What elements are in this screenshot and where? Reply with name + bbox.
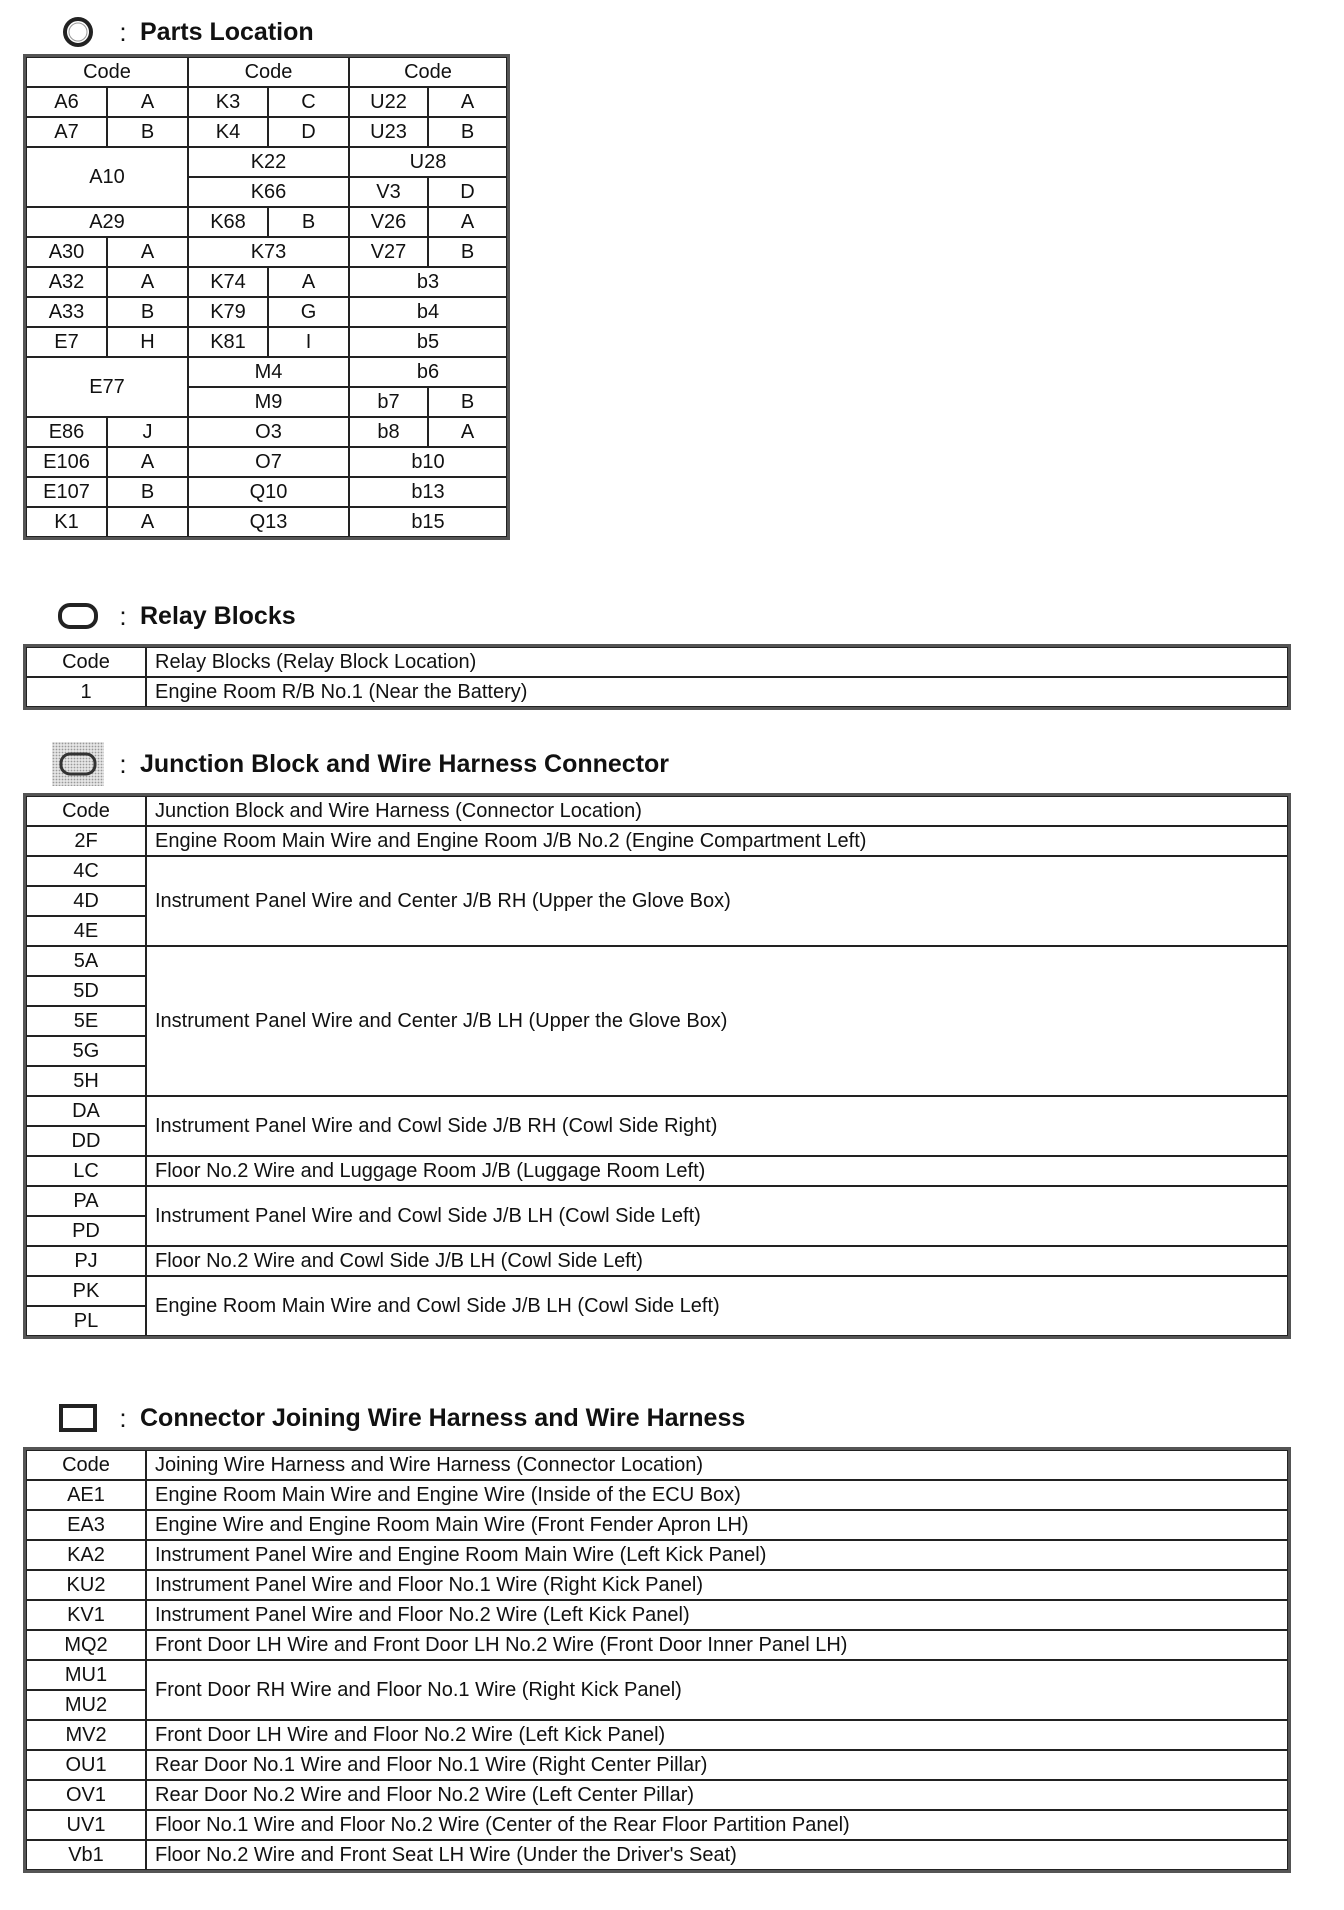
table-cell: b15 [349,507,507,537]
table-row [26,447,507,477]
code-cell: 4C [26,856,146,886]
table-row [26,267,507,297]
code-cell: Vb1 [26,1840,146,1870]
location-description-cell: Engine Room R/B No.1 (Near the Battery) [146,677,1288,707]
table-row [26,1630,1288,1660]
table-cell: A7 [26,117,107,147]
table-row [26,1540,1288,1570]
rounded-rect-symbol-icon [50,596,106,636]
location-description-cell: Instrument Panel Wire and Cowl Side J/B LH (Cowl Side Left) [146,1186,1288,1246]
table-cell: B [428,237,507,267]
code-cell: 4D [26,886,146,916]
table-cell: A [107,87,188,117]
table-cell: K73 [188,237,349,267]
table-row [26,507,507,537]
code-cell: LC [26,1156,146,1186]
table-row [26,1720,1288,1750]
relay-blocks-title: Relay Blocks [140,601,296,630]
table-row [26,1276,1288,1306]
relay-blocks-table [25,646,1289,708]
code-cell: PA [26,1186,146,1216]
table-row [26,1780,1288,1810]
table-cell: b8 [349,417,428,447]
table-cell: b3 [349,267,507,297]
column-header-code: Code [26,1450,146,1480]
table-row [26,856,1288,886]
table-header-row [26,1450,1288,1480]
code-cell: 5D [26,976,146,1006]
section-colon: : [119,600,127,631]
location-description-cell: Floor No.2 Wire and Front Seat LH Wire (Under the Driver's Seat) [146,1840,1288,1870]
code-cell: PL [26,1306,146,1336]
code-cell: EA3 [26,1510,146,1540]
junction-block-title: Junction Block and Wire Harness Connector [140,749,670,778]
table-row [26,417,507,447]
code-cell: MQ2 [26,1630,146,1660]
table-cell: B [428,387,507,417]
table-row [26,207,507,237]
table-cell: U23 [349,117,428,147]
table-cell: K22 [188,147,349,177]
code-cell: MU2 [26,1690,146,1720]
section-colon: : [119,16,127,47]
table-cell: M9 [188,387,349,417]
column-header-code: Code [26,796,146,826]
table-cell: U22 [349,87,428,117]
code-cell: AE1 [26,1480,146,1510]
table-row [26,1750,1288,1780]
column-header: Code [26,57,188,87]
code-cell: 1 [26,677,146,707]
table-row [26,237,507,267]
location-description-cell: Engine Room Main Wire and Engine Wire (Inside of the ECU Box) [146,1480,1288,1510]
square-symbol-icon [50,1398,106,1438]
code-cell: 2F [26,826,146,856]
table-header-row [26,647,1288,677]
parts-location-table [25,56,508,538]
location-description-cell: Engine Wire and Engine Room Main Wire (Front Fender Apron LH) [146,1510,1288,1540]
table-cell: A10 [26,147,188,207]
shaded-rounded-rect-symbol-icon [50,744,106,784]
table-cell: A [107,447,188,477]
location-description-cell: Instrument Panel Wire and Cowl Side J/B RH (Cowl Side Right) [146,1096,1288,1156]
table-cell: A [107,507,188,537]
table-row [26,1156,1288,1186]
location-description-cell: Front Door LH Wire and Front Door LH No.2 Wire (Front Door Inner Panel LH) [146,1630,1288,1660]
table-row [26,87,507,117]
table-cell: A29 [26,207,188,237]
table-row [26,1096,1288,1126]
table-cell: Q10 [188,477,349,507]
table-row [26,147,507,177]
location-description-cell: Rear Door No.2 Wire and Floor No.2 Wire (Left Center Pillar) [146,1780,1288,1810]
column-header-description: Relay Blocks (Relay Block Location) [146,647,1288,677]
table-cell: U28 [349,147,507,177]
table-row [26,327,507,357]
table-cell: B [107,297,188,327]
table-cell: K81 [188,327,268,357]
table-cell: b6 [349,357,507,387]
table-row [26,1810,1288,1840]
location-description-cell: Instrument Panel Wire and Floor No.1 Wire (Right Kick Panel) [146,1570,1288,1600]
table-cell: E77 [26,357,188,417]
location-description-cell: Instrument Panel Wire and Center J/B LH (Upper the Glove Box) [146,946,1288,1096]
table-header-row [26,57,507,87]
table-cell: E7 [26,327,107,357]
junction-block-header [50,744,669,784]
table-cell: A6 [26,87,107,117]
table-row [26,1186,1288,1216]
table-row [26,1480,1288,1510]
table-cell: O7 [188,447,349,477]
table-cell: K74 [188,267,268,297]
connector-joining-header [50,1398,745,1438]
location-description-cell: Instrument Panel Wire and Floor No.2 Wire (Left Kick Panel) [146,1600,1288,1630]
location-description-cell: Instrument Panel Wire and Center J/B RH (Upper the Glove Box) [146,856,1288,946]
section-colon: : [119,1402,127,1433]
connector-joining-table [25,1449,1289,1871]
code-cell: 4E [26,916,146,946]
table-cell: M4 [188,357,349,387]
table-cell: J [107,417,188,447]
table-cell: b5 [349,327,507,357]
table-row [26,1246,1288,1276]
code-cell: OU1 [26,1750,146,1780]
table-cell: K68 [188,207,268,237]
table-header-row [26,796,1288,826]
table-cell: K4 [188,117,268,147]
table-cell: K66 [188,177,349,207]
table-cell: E107 [26,477,107,507]
column-header-description: Joining Wire Harness and Wire Harness (Connector Location) [146,1450,1288,1480]
table-row [26,1600,1288,1630]
code-cell: 5E [26,1006,146,1036]
junction-block-table [25,795,1289,1337]
connector-joining-title: Connector Joining Wire Harness and Wire Harness [140,1403,746,1432]
location-description-cell: Front Door LH Wire and Floor No.2 Wire (Left Kick Panel) [146,1720,1288,1750]
table-cell: A32 [26,267,107,297]
table-cell: I [268,327,349,357]
code-cell: PK [26,1276,146,1306]
parts-location-title: Parts Location [140,17,314,46]
code-cell: 5A [26,946,146,976]
location-description-cell: Engine Room Main Wire and Engine Room J/B No.2 (Engine Compartment Left) [146,826,1288,856]
table-cell: D [268,117,349,147]
table-cell: E106 [26,447,107,477]
circle-symbol-icon [50,12,106,52]
table-row [26,1570,1288,1600]
table-row [26,946,1288,976]
location-description-cell: Front Door RH Wire and Floor No.1 Wire (Right Kick Panel) [146,1660,1288,1720]
table-cell: V26 [349,207,428,237]
table-cell: V3 [349,177,428,207]
table-cell: H [107,327,188,357]
column-header: Code [349,57,507,87]
table-cell: O3 [188,417,349,447]
code-cell: MV2 [26,1720,146,1750]
table-row [26,297,507,327]
location-description-cell: Floor No.1 Wire and Floor No.2 Wire (Center of the Rear Floor Partition Panel) [146,1810,1288,1840]
code-cell: DA [26,1096,146,1126]
code-cell: PD [26,1216,146,1246]
section-colon: : [119,748,127,779]
code-cell: PJ [26,1246,146,1276]
column-header: Code [188,57,349,87]
table-cell: E86 [26,417,107,447]
location-description-cell: Floor No.2 Wire and Cowl Side J/B LH (Cowl Side Left) [146,1246,1288,1276]
table-row [26,1660,1288,1690]
table-cell: K1 [26,507,107,537]
table-row [26,1510,1288,1540]
table-cell: A [428,417,507,447]
location-description-cell: Instrument Panel Wire and Engine Room Main Wire (Left Kick Panel) [146,1540,1288,1570]
table-row [26,357,507,387]
table-row [26,677,1288,707]
code-cell: KU2 [26,1570,146,1600]
table-cell: K3 [188,87,268,117]
table-cell: b4 [349,297,507,327]
table-cell: A [107,237,188,267]
code-cell: OV1 [26,1780,146,1810]
table-cell: b10 [349,447,507,477]
parts-location-header [50,12,314,52]
table-cell: C [268,87,349,117]
table-cell: A [107,267,188,297]
code-cell: UV1 [26,1810,146,1840]
table-cell: B [107,477,188,507]
code-cell: KA2 [26,1540,146,1570]
table-row [26,1840,1288,1870]
table-cell: b13 [349,477,507,507]
table-cell: V27 [349,237,428,267]
table-cell: A [268,267,349,297]
table-cell: A33 [26,297,107,327]
table-cell: Q13 [188,507,349,537]
table-cell: K79 [188,297,268,327]
relay-blocks-header [50,596,296,636]
column-header-code: Code [26,647,146,677]
code-cell: 5G [26,1036,146,1066]
table-cell: B [268,207,349,237]
table-cell: B [428,117,507,147]
table-cell: A [428,207,507,237]
location-description-cell: Floor No.2 Wire and Luggage Room J/B (Luggage Room Left) [146,1156,1288,1186]
table-cell: b7 [349,387,428,417]
table-cell: G [268,297,349,327]
table-cell: A [428,87,507,117]
code-cell: KV1 [26,1600,146,1630]
code-cell: 5H [26,1066,146,1096]
table-row [26,477,507,507]
table-cell: D [428,177,507,207]
column-header-description: Junction Block and Wire Harness (Connector Location) [146,796,1288,826]
code-cell: DD [26,1126,146,1156]
location-description-cell: Rear Door No.1 Wire and Floor No.1 Wire (Right Center Pillar) [146,1750,1288,1780]
table-row [26,826,1288,856]
table-cell: B [107,117,188,147]
table-cell: A30 [26,237,107,267]
code-cell: MU1 [26,1660,146,1690]
table-row [26,117,507,147]
location-description-cell: Engine Room Main Wire and Cowl Side J/B LH (Cowl Side Left) [146,1276,1288,1336]
